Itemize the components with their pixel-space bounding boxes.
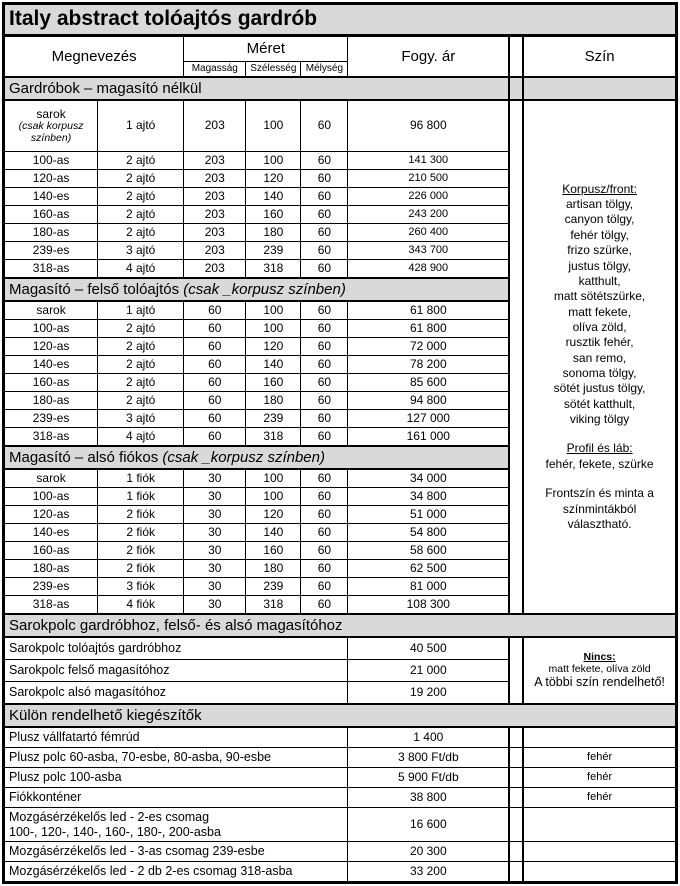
door-count-cell: 2 ajtó (98, 338, 184, 356)
price-cell: 62 500 (348, 560, 509, 578)
depth-cell: 60 (301, 410, 348, 428)
item-name: 180-as (32, 560, 70, 575)
item-name-note: (csak korpusz színben) (18, 120, 84, 144)
spacer-cell (509, 808, 523, 842)
item-name-cell (4, 506, 98, 524)
door-count-cell: 1 fiók (98, 469, 184, 488)
item-name-cell (4, 170, 98, 188)
spacer-cell (509, 100, 523, 614)
door-count-cell: 2 ajtó (98, 152, 184, 170)
door-count-cell: 2 ajtó (98, 392, 184, 410)
item-name: 100-as (32, 320, 70, 335)
height-cell: 30 (184, 560, 246, 578)
item-color-cell (523, 842, 676, 862)
price-cell: 127 000 (348, 410, 509, 428)
width-cell: 140 (246, 356, 301, 374)
price-cell: 51 000 (348, 506, 509, 524)
item-name: 239-es (32, 578, 70, 593)
door-count-cell: 2 ajtó (98, 188, 184, 206)
front-note-line: választható. (567, 516, 632, 531)
color-option: justus tölgy, (568, 258, 631, 273)
price-cell: 210 500 (348, 170, 509, 188)
item-name: 318-as (32, 260, 70, 275)
item-name-cell (4, 560, 98, 578)
width-cell: 160 (246, 542, 301, 560)
item-name-cell: Sarokpolc tolóajtós gardróbhoz (4, 637, 348, 660)
item-name: 120-as (32, 506, 70, 521)
height-cell: 60 (184, 392, 246, 410)
price-cell: 3 800 Ft/db (348, 748, 509, 768)
width-cell: 100 (246, 469, 301, 488)
item-name-cell (4, 100, 98, 152)
width-cell: 160 (246, 374, 301, 392)
item-name-cell (4, 524, 98, 542)
spacer-cell (509, 862, 523, 883)
price-cell: 61 800 (348, 301, 509, 320)
item-color-cell: fehér (523, 788, 676, 808)
item-name-cell (4, 428, 98, 447)
door-count-cell: 2 fiók (98, 560, 184, 578)
section-title-text: Gardróbok – magasító nélkül (9, 79, 202, 97)
price-cell: 33 200 (348, 862, 509, 883)
door-count-cell: 2 fiók (98, 542, 184, 560)
spacer (524, 472, 675, 486)
door-count-cell: 1 fiók (98, 488, 184, 506)
height-cell: 60 (184, 428, 246, 447)
color-option: matt sötétszürke, (553, 289, 646, 304)
price-cell: 81 000 (348, 578, 509, 596)
depth-cell: 60 (301, 392, 348, 410)
depth-cell: 60 (301, 224, 348, 242)
item-color-cell (523, 862, 676, 883)
item-name-cell (4, 392, 98, 410)
price-cell: 16 600 (348, 808, 509, 842)
color-option: katthult, (578, 273, 621, 288)
width-cell: 140 (246, 524, 301, 542)
height-cell: 60 (184, 338, 246, 356)
color-option: rusztik fehér, (565, 335, 634, 350)
door-count-cell: 3 ajtó (98, 242, 184, 260)
price-cell: 5 900 Ft/db (348, 768, 509, 788)
depth-cell: 60 (301, 542, 348, 560)
depth-cell: 60 (301, 428, 348, 447)
door-count-cell: 2 fiók (98, 524, 184, 542)
color-option: canyon tölgy, (564, 212, 635, 227)
color-option: matt fekete, (568, 304, 631, 319)
height-cell: 203 (184, 224, 246, 242)
color-option: sötét justus tölgy, (553, 381, 646, 396)
price-cell: 38 800 (348, 788, 509, 808)
height-cell: 30 (184, 578, 246, 596)
height-cell: 30 (184, 488, 246, 506)
table-row (4, 748, 677, 768)
price-cell: 34 800 (348, 488, 509, 506)
item-name-cell (4, 242, 98, 260)
item-name: 180-as (32, 224, 70, 239)
door-count-cell: 2 ajtó (98, 206, 184, 224)
width-cell: 140 (246, 188, 301, 206)
height-cell: 30 (184, 506, 246, 524)
price-cell: 40 500 (348, 637, 509, 660)
item-name: Mozgásérzékelős led - 2 db 2-es csomag 318-asba (9, 864, 293, 879)
depth-cell: 60 (301, 524, 348, 542)
height-cell: 30 (184, 469, 246, 488)
section-title (4, 704, 677, 727)
depth-cell: 60 (301, 301, 348, 320)
height-cell: 203 (184, 100, 246, 152)
item-name: 120-as (32, 170, 70, 185)
spacer-cell (509, 788, 523, 808)
depth-cell: 60 (301, 578, 348, 596)
width-cell: 180 (246, 560, 301, 578)
price-cell: 21 000 (348, 660, 509, 682)
spacer-cell (509, 768, 523, 788)
item-name: Plusz polc 100-asba (9, 770, 122, 785)
section-title (4, 278, 510, 301)
column-header-magassag: Magasság (184, 62, 246, 78)
depth-cell: 60 (301, 506, 348, 524)
price-cell: 54 800 (348, 524, 509, 542)
table-row (4, 862, 677, 883)
height-cell: 203 (184, 188, 246, 206)
item-name-cell (4, 320, 98, 338)
item-name: Fiókkonténer (9, 790, 82, 805)
section-title-text: Külön rendelhető kiegészítők (9, 706, 202, 724)
price-cell: 428 900 (348, 260, 509, 279)
column-header-szelesseg: Szélesség (246, 62, 301, 78)
item-name: 239-es (32, 242, 70, 257)
width-cell: 239 (246, 242, 301, 260)
profil-colors: fehér, fekete, szürke (545, 456, 654, 471)
depth-cell: 60 (301, 356, 348, 374)
page-title: Italy abstract tolóajtós gardrób (4, 4, 677, 36)
section-header-color-cell (523, 77, 676, 100)
door-count-cell: 2 ajtó (98, 356, 184, 374)
section-title (4, 614, 677, 637)
depth-cell: 60 (301, 338, 348, 356)
item-name-cell (4, 862, 348, 883)
price-cell: 19 200 (348, 682, 509, 705)
depth-cell: 60 (301, 152, 348, 170)
item-name-cell (4, 188, 98, 206)
item-name-cell (4, 842, 348, 862)
section-title-text: Magasító – felső tolóajtós (9, 280, 184, 298)
height-cell: 60 (184, 301, 246, 320)
table-row (4, 768, 677, 788)
spacer-cell (509, 748, 523, 768)
depth-cell: 60 (301, 596, 348, 615)
depth-cell: 60 (301, 469, 348, 488)
front-note-line: Frontszín és minta a (545, 486, 654, 501)
item-name-cell (4, 410, 98, 428)
item-name-cell (4, 206, 98, 224)
price-cell: 94 800 (348, 392, 509, 410)
spacer (524, 427, 675, 441)
item-name: 100-as (32, 152, 70, 167)
price-cell: 78 200 (348, 356, 509, 374)
spacer-cell (509, 36, 523, 78)
item-name-cell (4, 301, 98, 320)
price-cell: 243 200 (348, 206, 509, 224)
depth-cell: 60 (301, 170, 348, 188)
section-header-row (4, 614, 677, 637)
item-name-cell: Sarokpolc alsó magasítóhoz (4, 682, 348, 705)
door-count-cell: 4 ajtó (98, 260, 184, 279)
item-name: sarok (36, 470, 66, 485)
item-name-cell (4, 768, 348, 788)
height-cell: 203 (184, 152, 246, 170)
color-options-cell (523, 100, 676, 614)
item-name-cell: Sarokpolc felső magasítóhoz (4, 660, 348, 682)
price-table (2, 2, 678, 884)
item-name: 100-as (32, 488, 70, 503)
section-title-italic: (csak _korpusz színben) (162, 448, 325, 466)
item-name-cell (4, 356, 98, 374)
width-cell: 239 (246, 410, 301, 428)
item-name: Plusz polc 60-asba, 70-esbe, 80-asba, 90-esbe (9, 750, 271, 765)
item-name: 318-as (32, 428, 70, 443)
width-cell: 120 (246, 506, 301, 524)
height-cell: 30 (184, 596, 246, 615)
price-cell: 58 600 (348, 542, 509, 560)
section-title-text: Magasító – alsó fiókos (9, 448, 163, 466)
section-title-italic: (csak _korpusz színben) (183, 280, 346, 298)
depth-cell: 60 (301, 188, 348, 206)
door-count-cell: 3 ajtó (98, 410, 184, 428)
item-color-cell (523, 727, 676, 748)
table-row (4, 808, 677, 842)
depth-cell: 60 (301, 206, 348, 224)
price-cell: 260 400 (348, 224, 509, 242)
nincs-note: A többi szín rendelhető! (534, 675, 665, 690)
item-name: Mozgásérzékelős led - 3-as csomag 239-esbe (9, 844, 265, 859)
table-row (4, 637, 677, 660)
width-cell: 120 (246, 338, 301, 356)
price-cell: 161 000 (348, 428, 509, 447)
width-cell: 318 (246, 428, 301, 447)
height-cell: 203 (184, 260, 246, 279)
price-cell: 226 000 (348, 188, 509, 206)
door-count-cell: 1 ajtó (98, 301, 184, 320)
door-count-cell: 2 ajtó (98, 170, 184, 188)
column-header-melyseg: Mélység (301, 62, 348, 78)
door-count-cell: 1 ajtó (98, 100, 184, 152)
price-cell: 141 300 (348, 152, 509, 170)
depth-cell: 60 (301, 560, 348, 578)
item-name: 160-as (32, 542, 70, 557)
spacer-cell (509, 727, 523, 748)
color-option: frizo szürke, (567, 243, 632, 258)
item-name-cell (4, 488, 98, 506)
item-name: sarok (36, 302, 66, 317)
color-restriction-cell (523, 637, 676, 704)
table-row (4, 842, 677, 862)
price-cell: 20 300 (348, 842, 509, 862)
door-count-cell: 3 fiók (98, 578, 184, 596)
color-option: sötét katthult, (563, 396, 636, 411)
depth-cell: 60 (301, 260, 348, 279)
section-title (4, 446, 510, 469)
height-cell: 60 (184, 356, 246, 374)
depth-cell: 60 (301, 242, 348, 260)
color-option: fehér tölgy, (570, 227, 629, 242)
column-header-fogy-ar: Fogy. ár (348, 36, 509, 78)
spacer-cell (509, 77, 523, 100)
item-name: 180-as (32, 392, 70, 407)
section-header-row (4, 704, 677, 727)
item-name-cell (4, 788, 348, 808)
price-cell: 1 400 (348, 727, 509, 748)
section-header-row (4, 77, 677, 100)
item-name: 160-as (32, 206, 70, 221)
item-name-cell (4, 338, 98, 356)
height-cell: 203 (184, 242, 246, 260)
color-option: viking tölgy (569, 412, 630, 427)
price-cell: 72 000 (348, 338, 509, 356)
item-name-cell (4, 260, 98, 279)
section-title (4, 77, 510, 100)
table-row (4, 788, 677, 808)
height-cell: 60 (184, 320, 246, 338)
color-option: sonoma tölgy, (562, 366, 637, 381)
width-cell: 318 (246, 260, 301, 279)
nincs-colors: matt fekete, olíva zöld (548, 663, 651, 676)
width-cell: 100 (246, 320, 301, 338)
price-cell: 85 600 (348, 374, 509, 392)
korpusz-front-heading: Korpusz/front: (562, 181, 637, 196)
depth-cell: 60 (301, 374, 348, 392)
door-count-cell: 2 ajtó (98, 374, 184, 392)
height-cell: 30 (184, 542, 246, 560)
door-count-cell: 2 ajtó (98, 224, 184, 242)
item-name-cell (4, 152, 98, 170)
price-cell: 61 800 (348, 320, 509, 338)
spacer-cell (509, 842, 523, 862)
height-cell: 60 (184, 374, 246, 392)
price-cell: 343 700 (348, 242, 509, 260)
item-name: 239-es (32, 410, 70, 425)
depth-cell: 60 (301, 320, 348, 338)
item-name: 160-as (32, 374, 70, 389)
width-cell: 160 (246, 206, 301, 224)
item-name-cell (4, 596, 98, 615)
nincs-heading: Nincs: (583, 651, 616, 664)
depth-cell: 60 (301, 100, 348, 152)
width-cell: 100 (246, 100, 301, 152)
width-cell: 100 (246, 301, 301, 320)
width-cell: 120 (246, 170, 301, 188)
item-name: Plusz vállfatartó fémrúd (9, 730, 140, 745)
width-cell: 318 (246, 596, 301, 615)
header-row (4, 36, 677, 62)
price-cell: 108 300 (348, 596, 509, 615)
item-name: Mozgásérzékelős led - 2-es csomag (9, 810, 210, 825)
item-color-cell: fehér (523, 748, 676, 768)
height-cell: 60 (184, 410, 246, 428)
color-option: olíva zöld, (572, 319, 627, 334)
item-name-cell (4, 727, 348, 748)
item-name: 318-as (32, 596, 70, 611)
column-header-meret: Méret (184, 36, 348, 62)
item-name-cell (4, 469, 98, 488)
item-name-cell (4, 374, 98, 392)
door-count-cell: 2 ajtó (98, 320, 184, 338)
item-name: 120-as (32, 338, 70, 353)
title-row (4, 4, 677, 36)
item-name-cell (4, 808, 348, 842)
width-cell: 239 (246, 578, 301, 596)
section-title-text: Sarokpolc gardróbhoz, felső- és alsó magasítóhoz (9, 616, 343, 634)
width-cell: 100 (246, 152, 301, 170)
width-cell: 100 (246, 488, 301, 506)
price-cell: 96 800 (348, 100, 509, 152)
item-name-cell (4, 542, 98, 560)
item-name: 140-es (32, 356, 70, 371)
item-color-cell: fehér (523, 768, 676, 788)
depth-cell: 60 (301, 488, 348, 506)
width-cell: 180 (246, 392, 301, 410)
door-count-cell: 4 ajtó (98, 428, 184, 447)
item-name: 140-es (32, 524, 70, 539)
item-name-line2: 100-, 120-, 140-, 160-, 180-, 200-asba (9, 824, 221, 839)
column-header-megnevezes: Megnevezés (4, 36, 184, 78)
height-cell: 30 (184, 524, 246, 542)
front-note-line: színmintákból (562, 501, 637, 516)
item-name-cell (4, 224, 98, 242)
column-header-szin: Szín (523, 36, 676, 78)
spacer-cell (509, 637, 523, 704)
item-name-cell (4, 578, 98, 596)
table-row (4, 100, 677, 152)
height-cell: 203 (184, 170, 246, 188)
color-option: san remo, (572, 350, 627, 365)
height-cell: 203 (184, 206, 246, 224)
price-cell: 34 000 (348, 469, 509, 488)
item-name-cell (4, 748, 348, 768)
door-count-cell: 4 fiók (98, 596, 184, 615)
width-cell: 180 (246, 224, 301, 242)
door-count-cell: 2 fiók (98, 506, 184, 524)
color-option: artisan tölgy, (566, 197, 634, 212)
item-name: sarok (36, 106, 66, 121)
item-name: 140-es (32, 188, 70, 203)
table-row (4, 727, 677, 748)
profil-lab-heading: Profil és láb: (566, 441, 633, 456)
item-color-cell (523, 808, 676, 842)
